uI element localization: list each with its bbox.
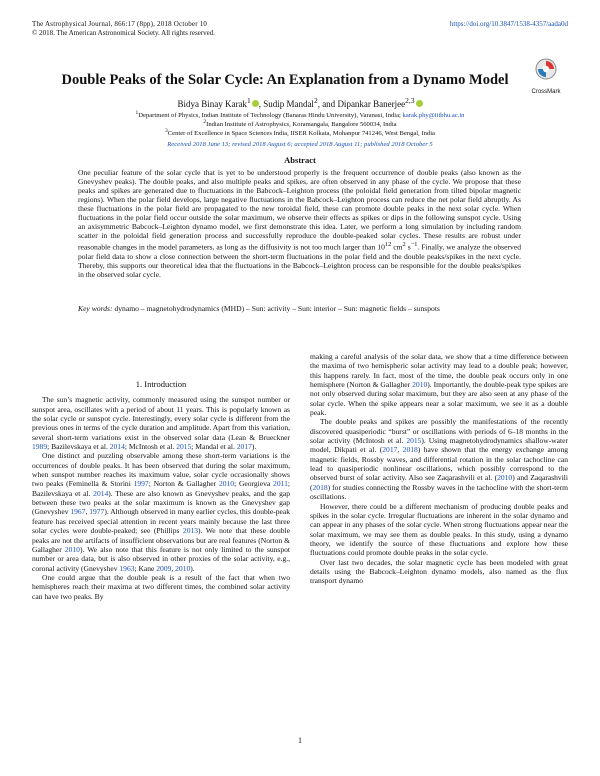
text-run: ). Although observed in many earlier cycles, this double-peak feature has received special attention in recent years mainly because the last three solar cycles were double-peaked; see (Phillips <box>32 507 291 536</box>
crossmark-logo[interactable] <box>524 58 568 98</box>
column-left <box>32 380 290 601</box>
paragraph: One could argue that the double peak is a result of the fact that when two hemispheres reach their maxima at two different times, the combined solar activity can have two peaks. By <box>32 572 290 601</box>
citation-link[interactable]: 2014 <box>109 442 125 452</box>
abstract-text: cm <box>391 242 403 252</box>
author-mandal: Sudip Mandal <box>263 99 314 109</box>
paragraph <box>32 451 290 572</box>
affiliation-sup: 3 <box>165 128 168 134</box>
citation-link[interactable]: 2018 <box>402 445 418 455</box>
text-run: ). These are also known as Gnevyshev peaks, and the gap between these two peaks at the solar maximum is known as the Gnevyshev gap (Gnevyshev <box>32 488 290 517</box>
text-run: making a careful analysis of the solar data, we show that a time difference between the maxima of two hemispheric solar activity may lead to a double peak; however, this happens rarely. In fact, most of the time, the double peak occurs only in one hemisphere (Norton & Gallagher <box>310 352 568 390</box>
citation-link[interactable]: 2013 <box>182 526 199 536</box>
text-run: The sun’s magnetic activity, commonly measured using the sunspot number or sunspot area, oscillates with a period of about 11 years. This is popularly known as the solar cycle or sunspot cycle. Interestingly, every solar cycle is different from the previous ones in terms of the cycle duration and amplitude. Apart from this variation, several short-term variations exist in the observed solar data (Lean & Brueckner <box>32 395 290 442</box>
copyright-line: © 2018. The American Astronomical Society. All rights reserved. <box>32 29 216 37</box>
keywords-text: dynamo – magnetohydrodynamics (MHD) – Sun: activity – Sun: interior – Sun: magnetic fields – sunspots <box>114 304 440 313</box>
paragraph <box>310 417 568 501</box>
citation-link[interactable]: 2017 <box>382 445 398 455</box>
text-run: ; Norton & Gallagher <box>148 479 219 489</box>
running-header <box>32 20 568 38</box>
column-right <box>310 352 568 586</box>
text-run: ). We also note that this feature is not only limited to the sunspot number or area data, but is also observed in other proxies of the solar activity, e.g., coronal activity (Gnevyshev <box>32 544 291 573</box>
text-run: , <box>85 507 90 517</box>
abstract-text: One peculiar feature of the solar cycle that is yet to be understood properly is the frequent occurrence of double peaks (also known as the Gnevyshev peaks). The double peaks, and also multiple peaks and spikes, are often observed in any phase of the cycle. We propose that these peaks and spikes are generated due to fluctuations in the Babcock–Leighton process (the poloidal field generation from tilted bipolar magnetic regions). When the polar field develops, large negative fluctuations in the Babcock–Leighton process can reduce the net polar field abruptly. As these fluctuations in the polar field are propagated to the new toroidal field, these can promote double peaks in the next solar cycle. When fluctuations in the polar field occur outside the solar maximum, we observe their effects as spikes or dips in the following sunspot cycle. Using an axisymmetric Babcock–Leighton dynamo model, we first demonstrate this idea. Later, we perform a long simulation by including random scatter in the poloidal field generation process and successfully reproduce the double-peaked solar cycles. These results are robust under reasonable changes in the model parameters, as long as the diffusivity is not too much larger than <box>78 168 521 252</box>
author-separator: , and <box>317 99 338 109</box>
citation-link[interactable]: 2015 <box>406 436 422 446</box>
author-sup: 1 <box>246 96 251 105</box>
text-run: ). Importantly, the double-peak type spikes are not only observed during solar maximum, but they are also seen at any phase of the solar cycle. When the spike appears near a solar maximum, we see it as a double peak. <box>310 380 568 418</box>
abstract-heading: Abstract <box>284 155 316 165</box>
journal-citation: The Astrophysical Journal, 866:17 (8pp), 2018 October 10 <box>32 20 208 28</box>
citation-link[interactable]: 2015 <box>176 442 192 452</box>
affiliation-text: Department of Physics, Indian Institute of Technology (Banaras Hindu University), Varanasi, India; <box>138 112 401 120</box>
abstract-sup: 12 <box>384 241 392 249</box>
citation-link[interactable]: 2011 <box>273 479 288 489</box>
citation-link[interactable]: 2018 <box>312 482 328 492</box>
text-run: ). <box>251 442 257 452</box>
citation-link[interactable]: 2017 <box>236 442 252 452</box>
affiliation-text: Center of Excellence in Space Sciences India, IISER Kolkata, Mohanpur 741246, West Bengal, India <box>167 130 435 138</box>
paragraph <box>32 395 290 451</box>
author-sup: 2,3 <box>405 96 415 105</box>
abstract-body <box>78 168 521 279</box>
text-run: ) for studies connecting the Rossby waves in the tachocline with the short-term oscillations. <box>310 482 568 502</box>
affiliation-sup: 1 <box>135 110 139 116</box>
paragraph <box>310 352 568 417</box>
citation-link[interactable]: 2010 <box>412 380 428 390</box>
citation-link[interactable]: 1963 <box>119 563 135 573</box>
citation-link[interactable]: 2010 <box>218 479 235 489</box>
author-karak: Bidya Binay Karak <box>177 99 247 109</box>
author-banerjee: Dipankar Banerjee <box>337 99 406 109</box>
abstract-sup: −1 <box>410 241 418 249</box>
text-run: ). We note that these double peaks are not the artifacts of insufficient observations but are real features (Norton & Gallagher <box>32 526 290 554</box>
abstract-text: 10 <box>377 242 385 252</box>
doi-link[interactable]: https://doi.org/10.3847/1538-4357/aada0d <box>449 20 568 28</box>
text-run: The double peaks and spikes are possibly the manifestations of the recently discovered quasiperiodic “burst” or oscillations with periods of 6–18 months in the solar activity (McIntosh et al. <box>310 417 568 446</box>
citation-link[interactable]: 1997 <box>133 479 149 489</box>
orcid-icon[interactable] <box>416 100 423 107</box>
text-run: ; McIntosh et al. <box>124 442 177 452</box>
text-run: One distinct and puzzling observable among these short-term variations is the occurrences of double peaks. It has been observed that during the solar maximum, when sunspot number reaches its maximum value, solar cycle occasionally shows two peaks (Feminella & Storini <box>32 451 290 489</box>
text-run: ; Mandal et al. <box>191 442 237 452</box>
text-run: ). Using magnetohydrodynamics shallow-water model, Dikpati et al. ( <box>310 436 568 455</box>
citation-link[interactable]: 2009 <box>156 563 172 573</box>
affiliation-sup: 2 <box>203 119 207 125</box>
author-email[interactable]: karak.phy@iitbhu.ac.in <box>402 112 465 120</box>
affiliation-3 <box>40 127 560 138</box>
text-run: ; Kane <box>134 563 157 573</box>
paper-title: Double Peaks of the Solar Cycle: An Explanation from a Dynamo Model <box>61 72 509 88</box>
section-heading: 1. Introduction <box>135 379 187 389</box>
page-number: 1 <box>298 736 302 745</box>
crossmark-label: CrossMark <box>531 89 561 95</box>
abstract-text: s <box>405 242 411 252</box>
author-separator: , <box>258 99 264 109</box>
citation-link[interactable]: 2010 <box>175 563 191 573</box>
author-list <box>60 96 540 109</box>
text-run: ). <box>190 563 195 573</box>
text-run: ; Bazilevskaya et al. <box>47 442 110 452</box>
publication-dates: Received 2018 June 13; revised 2018 August 6; accepted 2018 August 11; published 2018 October 5 <box>167 141 433 148</box>
text-run: ; Georgieva <box>234 479 274 489</box>
keywords <box>78 304 521 313</box>
citation-link[interactable]: 2010 <box>497 473 513 483</box>
citation-link[interactable]: 1989 <box>32 442 48 452</box>
affiliation-text: Indian Institute of Astrophysics, Koramangala, Bangalore 560034, India <box>206 121 397 129</box>
text-run: ; Bazilevskaya et al. <box>32 479 290 498</box>
paragraph: Over last two decades, the solar magnetic cycle has been modeled with great details using the Babcock–Leighton dynamo models, also named as the flux transport dynamo <box>310 557 568 586</box>
keywords-label: Key words: <box>78 304 113 313</box>
text-run: , <box>171 563 176 573</box>
abstract-text: . Finally, we analyze the observed polar field data to show a close connection between the short-term fluctuations in the polar field and the double peaks/spikes in the next cycle. Thereby, this supports our theoretical idea that the fluctuations in the Babcock–Leighton process can be responsible for the double peaks/spikes in the observed solar cycle. <box>78 242 522 280</box>
text-run: ) have shown that the energy exchange among magnetic fields, Rossby waves, and differential rotation in the solar tachocline can lead to quasiperiodic nonlinear oscillations, which possibly correspond to the observed burst of solar activity. Also see Zaqarashvili et al. ( <box>310 445 568 483</box>
text-run: ) and Zaqarashvili ( <box>310 473 568 492</box>
citation-link[interactable]: 2014 <box>93 488 109 498</box>
citation-link[interactable]: 2010 <box>64 544 80 554</box>
author-sup: 2 <box>313 96 318 105</box>
abstract-sup: 2 <box>402 241 406 249</box>
orcid-icon[interactable] <box>252 100 259 107</box>
crossmark-icon <box>535 58 557 80</box>
citation-link[interactable]: 1977 <box>89 507 105 517</box>
citation-link[interactable]: 1967 <box>70 507 86 517</box>
text-run: , <box>397 445 403 455</box>
paragraph: However, there could be a different mechanism of producing double peaks and spikes in the solar cycle. Irregular fluctuations are inherent in the solar dynamo and can appear in any phases of the solar cycle. When strong fluctuations appear near the solar maximum, we may see them as double peaks. In this study, using a dynamo theory, we identify the source of these fluctuations and explore how these fluctuations could promote double peaks in the solar cycle. <box>310 501 568 558</box>
